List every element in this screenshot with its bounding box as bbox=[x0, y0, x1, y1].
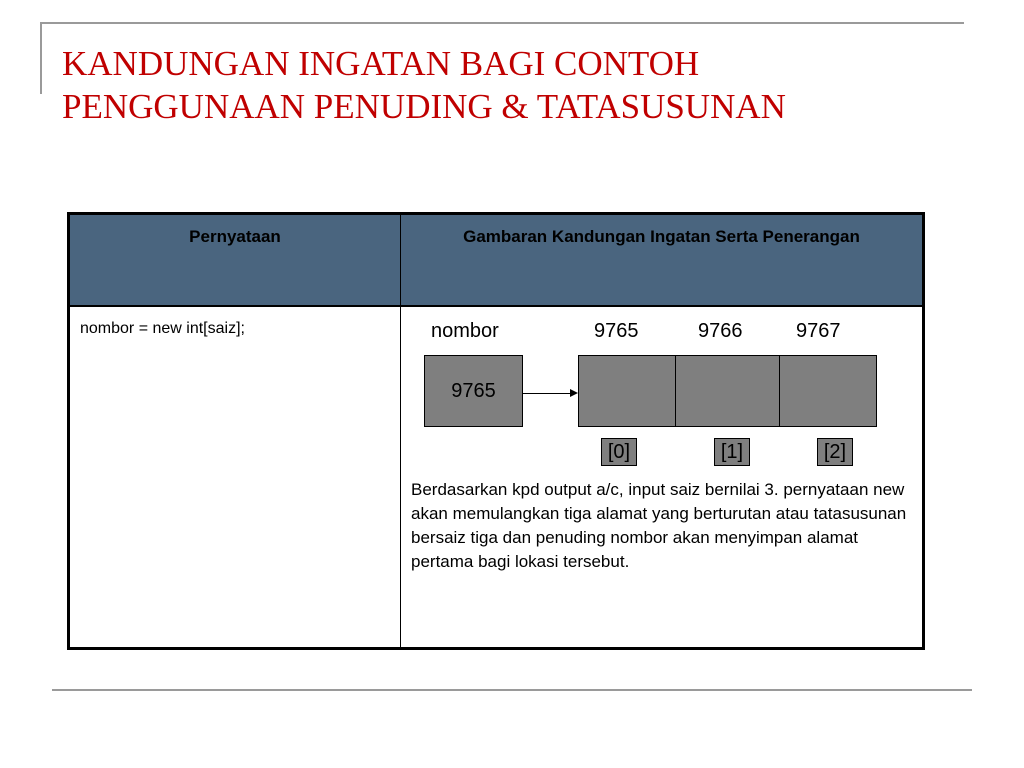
address-label-0: 9765 bbox=[594, 320, 639, 342]
index-label-2: [2] bbox=[817, 438, 853, 466]
array-cell-1 bbox=[675, 355, 780, 427]
pointer-value: 9765 bbox=[451, 380, 496, 402]
top-rule bbox=[40, 22, 964, 24]
array-cell-2 bbox=[779, 355, 877, 427]
diagram-cell bbox=[401, 306, 924, 649]
address-label-2: 9767 bbox=[796, 320, 841, 342]
slide-title bbox=[62, 42, 962, 128]
memory-diagram bbox=[401, 307, 921, 647]
pointer-box bbox=[424, 355, 523, 427]
index-label-1: [1] bbox=[714, 438, 750, 466]
memory-table bbox=[67, 212, 925, 650]
pointer-arrow-head bbox=[570, 389, 578, 397]
header-gambaran: Gambaran Kandungan Ingatan Serta Penerangan bbox=[401, 214, 924, 307]
table-row bbox=[69, 306, 924, 649]
address-label-1: 9766 bbox=[698, 320, 743, 342]
bottom-rule bbox=[52, 689, 972, 691]
table-header-row bbox=[69, 214, 924, 307]
pointer-arrow-line bbox=[523, 393, 571, 394]
title-line-1: KANDUNGAN INGATAN BAGI CONTOH bbox=[62, 44, 700, 83]
explanation-text: Berdasarkan kpd output a/c, input saiz bernilai 3. pernyataan new akan memulangkan tiga alamat yang berturutan atau tatasusunan bersaiz tiga dan penuding nombor akan menyimpan alamat pertama bagi lokasi tersebut. bbox=[411, 480, 907, 571]
header-pernyataan: Pernyataan bbox=[69, 214, 401, 307]
statement-text: nombor = new int[saiz]; bbox=[80, 320, 245, 337]
statement-cell bbox=[69, 306, 401, 649]
array-cell-0 bbox=[578, 355, 676, 427]
index-label-0: [0] bbox=[601, 438, 637, 466]
left-rule bbox=[40, 22, 42, 94]
pointer-label: nombor bbox=[431, 320, 499, 342]
title-line-2: PENGGUNAAN PENUDING & TATASUSUNAN bbox=[62, 87, 786, 126]
